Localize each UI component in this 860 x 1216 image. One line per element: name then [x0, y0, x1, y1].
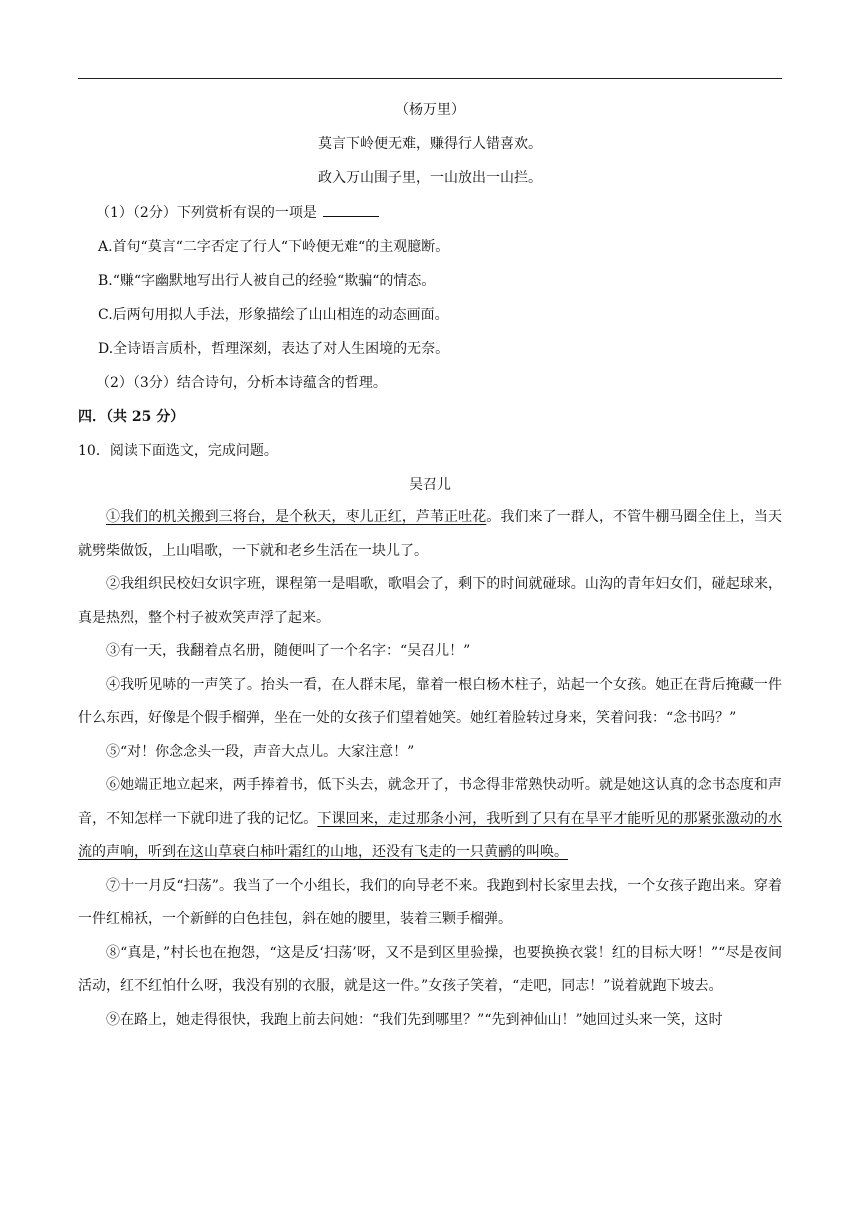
paragraph-6-underlined: 下课回来，走过那条小河，我听到了只有在旱平才能听见的那紧张激动的水流的声响，听到在这山草衰白柿叶霜红的山地，还没有飞走的一只黄鹂的叫唤。 — [78, 810, 783, 860]
header-rule — [78, 78, 782, 79]
paragraph-7: ⑦十一月反“扫荡”。我当了一个小组长，我们的向导老不来。我跑到村长家里去找，一个女孩子跑出来。穿着一件红棉袄，一个新鲜的白色挂包，斜在她的腰里，装着三颗手榴弹。 — [78, 877, 782, 927]
paragraph-6-plain: ⑥她端正地立起来，两手捧着书，低下头去，就念开了，书念得非常熟快动听。就是她这认真的念书态度和声音，不知怎样一下就印进了我的记忆。 — [78, 777, 782, 827]
poem-author: （杨万里） — [395, 102, 465, 118]
answer-blank[interactable] — [323, 202, 379, 217]
paragraph-5: ⑤“对！你念念头一段，声音大点儿。大家注意！” — [106, 743, 415, 760]
poem-line-2: 政入万山围子里，一山放出一山拦。 — [318, 170, 542, 186]
paragraph-1 — [78, 501, 782, 568]
option-b: B.“赚“字幽默地写出行人被自己的经验“欺骗“的情态。 — [98, 273, 436, 289]
section-heading: 四．（共 25 分） — [78, 409, 185, 425]
option-d: D.全诗语言质朴，哲理深刻，表达了对人生困境的无奈。 — [98, 341, 450, 357]
paragraph-3: ③有一天，我翻着点名册，随便叫了一个名字：“吴召儿！” — [106, 643, 471, 659]
question-2: （2）（3分）结合诗句，分析本诗蕴含的哲理。 — [96, 375, 387, 391]
paragraph-9: ⑨在路上，她走得很快，我跑上前去问她：“我们先到哪里？”“先到神仙山！”她回过头来一笑，这时 — [106, 1011, 723, 1028]
article-title: 吴召儿 — [409, 477, 451, 493]
question-10: 10．阅读下面选文，完成问题。 — [78, 443, 278, 459]
question-1 — [78, 202, 782, 223]
option-c: C.后两句用拟人手法，形象描绘了山山相连的动态画面。 — [98, 307, 449, 323]
paragraph-2: ②我组织民校妇女识字班，课程第一是唱歌，歌唱会了，剩下的时间就碰球。山沟的青年妇女们，碰起球来，真是热烈，整个村子被欢笑声浮了起来。 — [78, 576, 782, 626]
paragraph-8: ⑧“真是，”村长也在抱怨，“这是反‘扫荡’呀，又不是到区里验操，也要换换衣裳！红的目标大呀！”“尽是夜间活动，红不红怕什么呀，我没有别的衣服，就是这一件。”女孩子笑着，“走吧，同志！”说着就跑下坡去。 — [78, 944, 782, 994]
document-page — [78, 100, 782, 1037]
paragraph-6 — [78, 769, 782, 870]
question-1-stem: （1）（2分）下列赏析有误的一项是 — [96, 205, 317, 221]
option-a: A.首句“莫言“二字否定了行人“下岭便无难“的主观臆断。 — [98, 239, 450, 255]
paragraph-1-underlined: ①我们的机关搬到三将台，是个秋天，枣儿正红，芦苇正吐花 — [106, 509, 487, 525]
paragraph-4: ④我听见哧的一声笑了。抬头一看，在人群末尾，靠着一根白杨木柱子，站起一个女孩。她正在背后掩藏一件什么东西，好像是个假手榴弹，坐在一处的女孩子们望着她笑。她红着脸转过身来，笑着问我：“念书吗？” — [78, 676, 782, 726]
paragraph-1-rest: 。我们来了一群人，不管牛棚马圈全住上，当天就劈柴做饭，上山唱歌，一下就和老乡生活在一块儿了。 — [78, 509, 782, 559]
poem-line-1: 莫言下岭便无难，赚得行人错喜欢。 — [318, 136, 542, 152]
